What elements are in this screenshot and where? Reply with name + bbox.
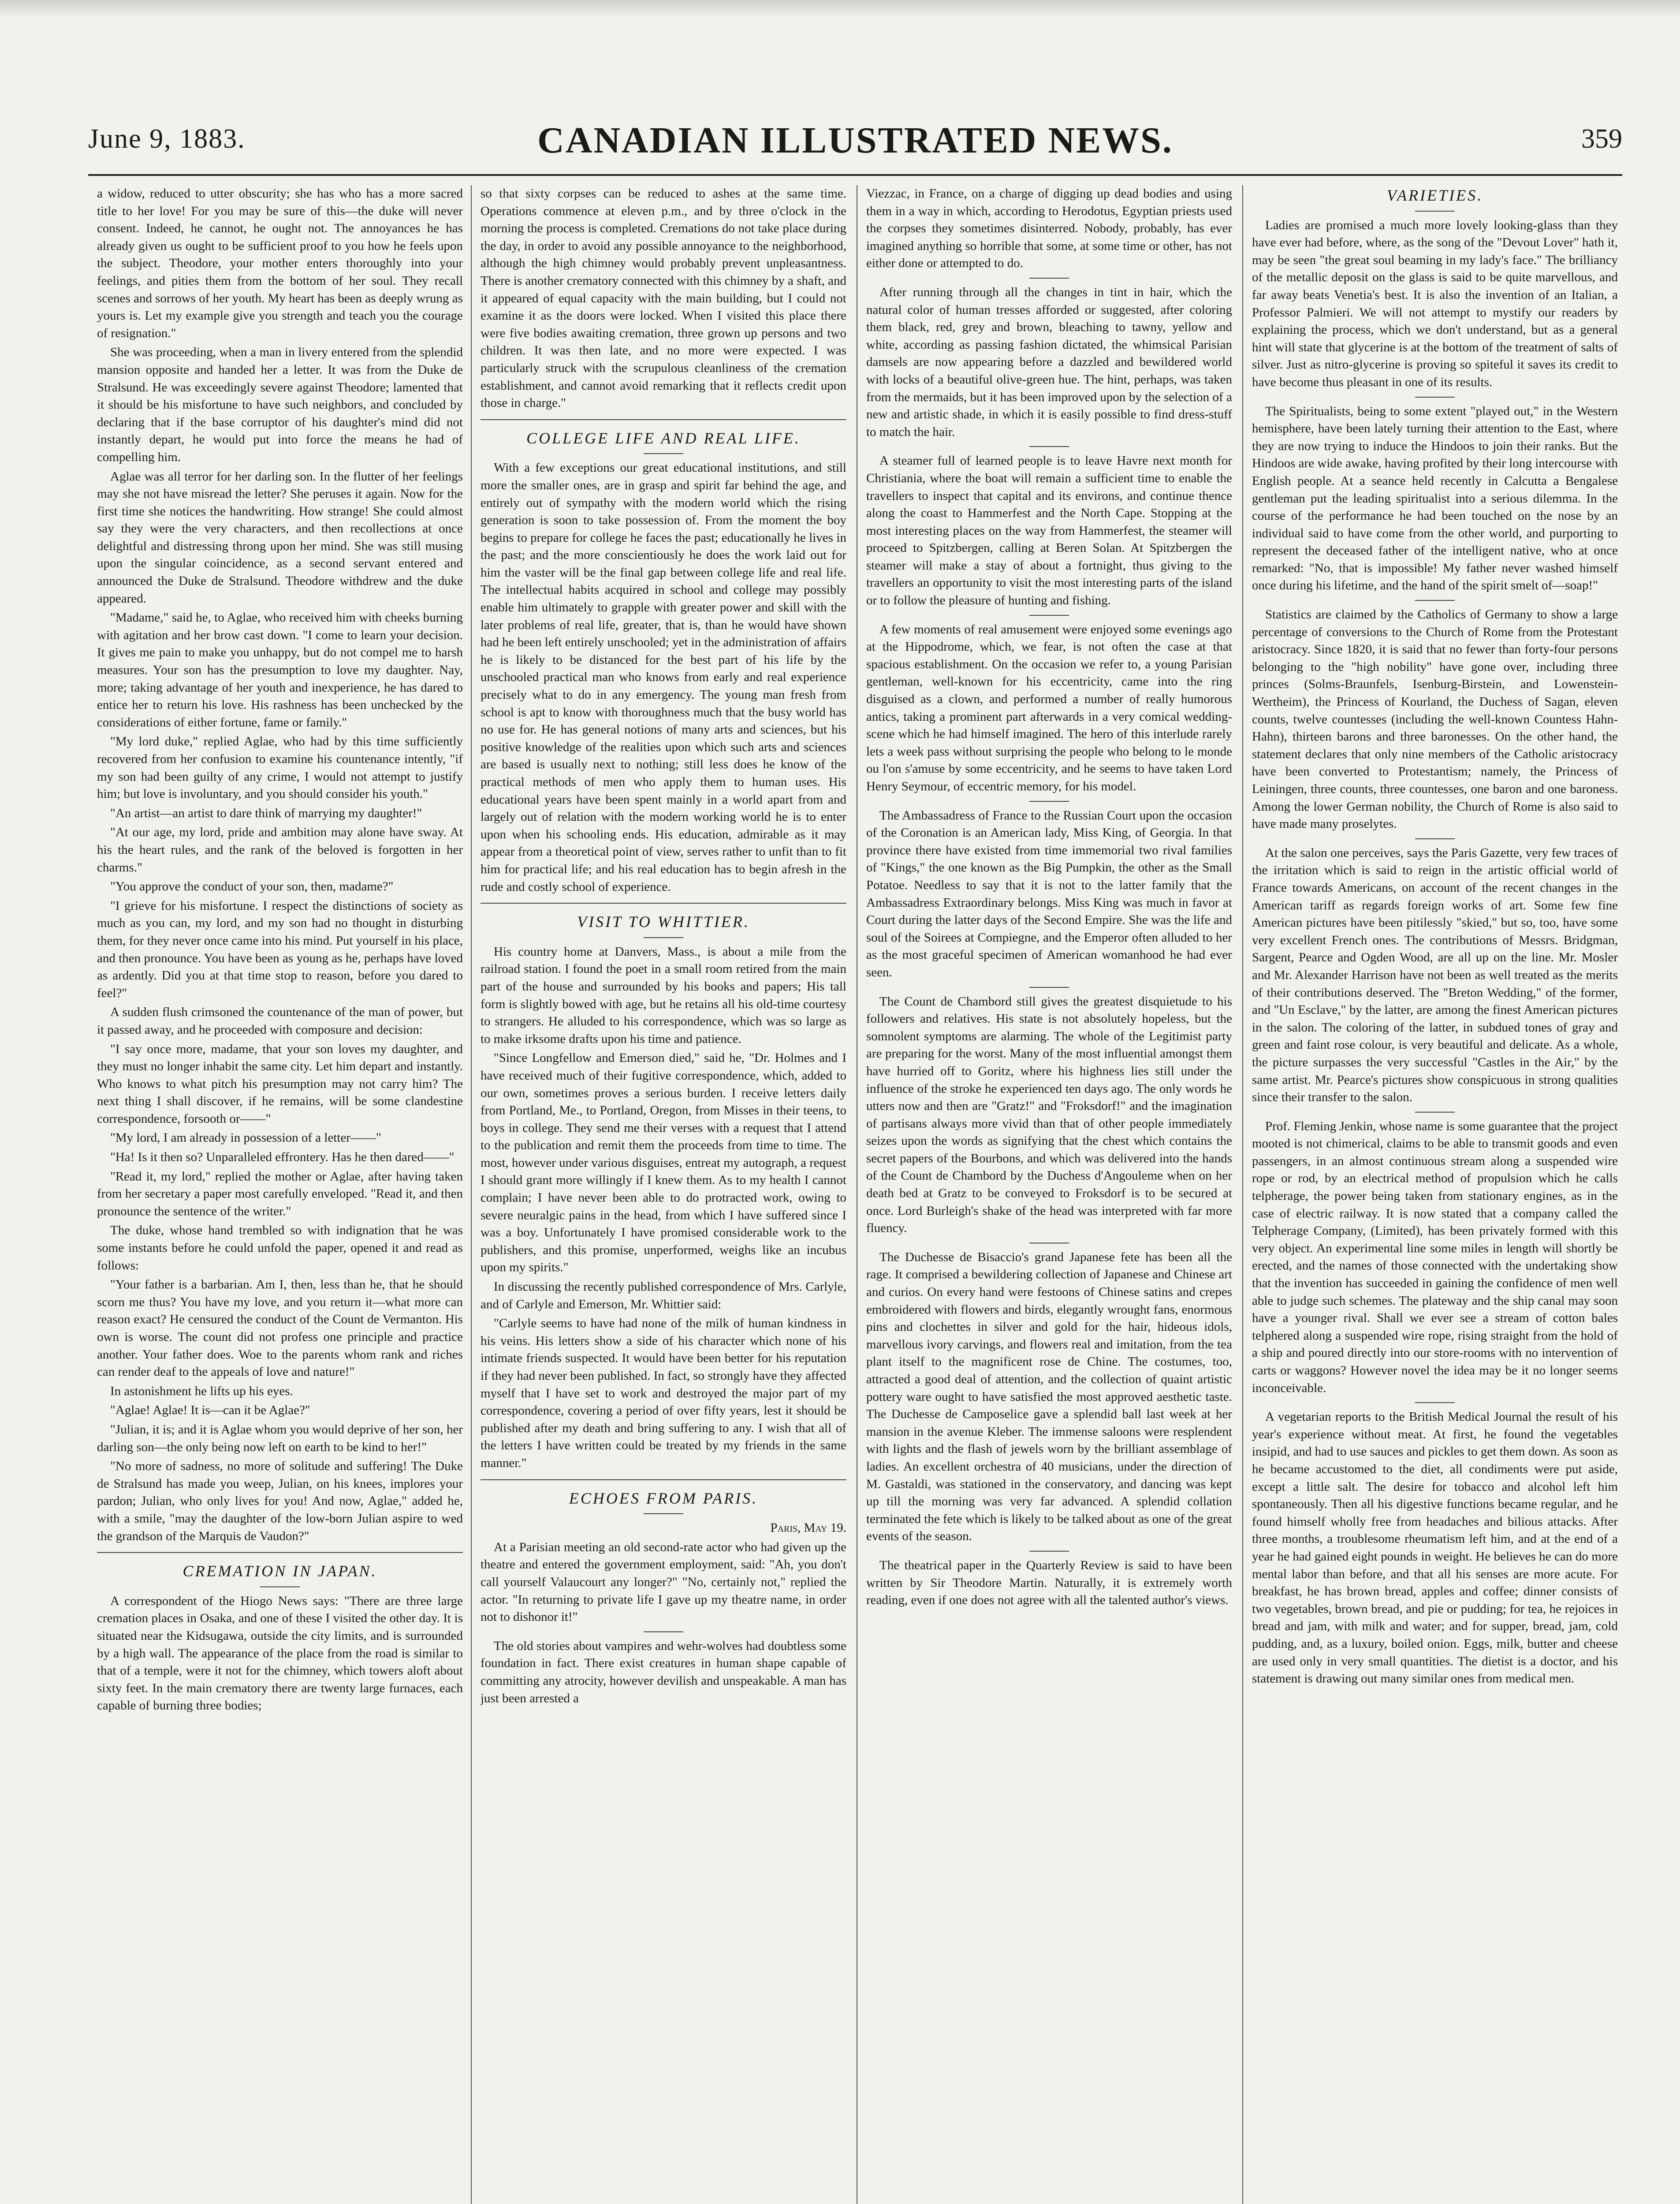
paragraph: "Since Longfellow and Emerson died," said he, "Dr. Holmes and I have received much of their fugitive correspondence, which, added to our own, sometimes proves a serious burden. I receive letters daily from Portland, Me., to Portland, Oregon, from Misses in their teens, to boys in college. They send me their verses with a request that I attend to the publication and remit them the proceeds from time to time. The most, however under various disguises, entreat my autograph, a request I should grant more willingly if I knew them. As to my health I cannot complain; I have never been able to do protracted work, owing to severe neuralgic pains in the head, from which I have suffered since I was a boy. Unfortunately I have promised considerable work to the publishers, and this promise, unperformed, weighs like an incubus upon my spirits.": [481, 1051, 846, 1275]
paragraph: A few moments of real amusement were enjoyed some evenings ago at the Hippodrome, which, we fear, is not often the case at that spacious establishment. On the occasion we refer to, a young Parisian gentleman, well-known for his eccentricity, came into the ring disguised as a clown, and performed a number of really humorous antics, taking a prominent part afterwards in a very comical wedding-scene which he had himself imagined. The hero of this interlude rarely lets a week pass without surprising the people who belong to le monde ou l'on s'amuse by some eccentricity, and he seems to have taken Lord Henry Seymour, of eccentric memory, for his model.: [866, 622, 1232, 793]
paragraph: The Ambassadress of France to the Russian Court upon the occasion of the Coronation is an American lady, Miss King, of Georgia. In that province there have existed from time immemorial two rival families of "Kings," the one known as the Big Pumpkin, the other as the Small Potatoe. Needless to say that it is not to the latter family that the Ambassadress Extraordinary belongs. Miss King was much in favor at Court during the latter days of the Second Empire. She was the life and soul of the Soirees at Compiegne, and the Emperor often alluded to her as the most graceful specimen of American womanhood he had ever seen.: [866, 808, 1232, 979]
column-2: [481, 185, 846, 2204]
short-rule: [1029, 1551, 1069, 1552]
paragraph: "Aglae! Aglae! It is—can it be Aglae?": [110, 1403, 310, 1418]
column-1: [97, 185, 463, 2204]
column-divider: [471, 185, 472, 2204]
short-rule: [644, 1631, 683, 1632]
paragraph: After running through all the changes in tint in hair, which the natural color of human tresses afforded or suggested, after coloring them black, red, grey and brown, bleaching to tawny, yellow and white, according as passing fashion dictated, the whimsical Parisian damsels are now appearing before a dazzled and bewildered world with locks of a beautiful olive-green hue. The hint, perhaps, was taken from the mermaids, but it has been improved upon by the selection of a new and artistic shade, in which it is easily possible to find dress-stuff to match the hair.: [866, 285, 1232, 439]
paragraph: "Ha! Is it then so? Unparalleled effrontery. Has he then dared——": [110, 1150, 454, 1165]
scan-edge: [0, 0, 1680, 18]
column-3: [866, 185, 1232, 2204]
paragraph: "My lord duke," replied Aglae, who had by this time sufficiently recovered from her confusion to examine his countenance intently, "if my son had been guilty of any crime, I would not attempt to justify him; but love is involuntary, and you should consider his youth.": [97, 734, 463, 801]
short-rule: [260, 1586, 300, 1587]
article-heading: CREMATION IN JAPAN.: [183, 1562, 377, 1580]
page-number: 359: [1581, 124, 1622, 154]
paragraph: A steamer full of learned people is to leave Havre next month for Christiania, where the boat will remain a sufficient time to enable the travellers to inspect that capital and its environs, and continue thence along the coast to Hammerfest and the North Cape. Stopping at the most interesting places on the way from Hammerfest, the steamer will proceed to Spitzbergen, calling at Beren Solan. At Spitzbergen the steamer will make a stay of about a fortnight, thus giving to the travellers an opportunity to visit the most interesting parts of the island or to follow the pleasure of hunting and fishing.: [866, 454, 1232, 608]
short-rule: [644, 937, 683, 938]
paragraph: "I grieve for his misfortune. I respect the distinctions of society as much as you can, my lord, and my son had no thought in disturbing them, for they never once came into his mind. Put yourself in his place, and then pronounce. You have been as young as he, perhaps have loved as ardently. Did you at that time stop to reason, before you dared to feel?": [97, 898, 463, 1000]
paragraph: "No more of sadness, no more of solitude and suffering! The Duke de Stralsund has made you weep, Julian, on his knees, implores your pardon; Julian, who only lives for you! And now, Aglae," added he, with a smile, "may the daughter of the low-born Julian aspire to wed the grandson of the Marquis de Vaudon?": [97, 1459, 463, 1543]
paragraph: "Your father is a barbarian. Am I, then, less than he, that he should scorn me thus? You have my love, and you return it—what more can reason exact? He censured the conduct of the Count de Vermanton. His own is worse. The count did not profess one principle and practice another. Your father does. Woe to the parents whom rank and riches can render deaf to the appeals of love and nature!": [97, 1277, 463, 1379]
paragraph: The theatrical paper in the Quarterly Review is said to have been written by Sir Theodore Martin. Naturally, it is extremely worth reading, even if one does not agree with all the talented author's views.: [866, 1558, 1232, 1608]
paragraph: "Carlyle seems to have had none of the milk of human kindness in his veins. His letters show a side of his character which none of his intimate friends suspected. It would have been better for his reputation if they had never been published. In fact, so strongly have they affected myself that I have set to work and destroyed the major part of my correspondence, covering a period of over fifty years, lest it should be published after my death and bring suffering to any. I wish that all of the letters I have written could be treated by my friends in the same manner.": [481, 1316, 846, 1470]
paragraph: "You approve the conduct of your son, then, madame?": [110, 879, 394, 894]
paragraph: His country home at Danvers, Mass., is about a mile from the railroad station. I found the poet in a small room retired from the main part of the house and surrounded by his books and papers; His tall form is slightly bowed with age, but he retains all his old-time courtesy to strangers. He alluded to his correspondence, which was so large as to make irksome drafts upon his time and patience.: [481, 944, 846, 1046]
short-rule: [644, 453, 683, 454]
paragraph: so that sixty corpses can be reduced to ashes at the same time. Operations commence at eleven p.m., and by three o'clock in the morning the process is completed. Cremations do not take place during the day, in order to avoid any possible annoyance to the neighborhood, although the high chimney would probably prevent unpleasantness. There is another crematory connected with this chimney by a shaft, and it appeared of equal capacity with the main building, but I could not examine it as the doors were locked. When I visited this place there were five bodies awaiting cremation, three grown up persons and two children. It was then late, and no more were expected. I was particularly struck with the scrupulous cleanliness of the cremation establishment, and cannot avoid remarking that it reflects credit upon those in charge.": [481, 186, 846, 410]
paragraph: The Count de Chambord still gives the greatest disquietude to his followers and relatives. His state is not absolutely hopeless, but the somnolent symptoms are alarming. The whole of the Legitimist party are preparing for the worst. Many of the most influential amongst them have hurried off to Goritz, where his highness lies still under the influence of the stroke he experienced ten days ago. The only words he utters now and then are "Gratz!" and "Froksdorf!" and the imagination of partisans always more vivid than that of other people immediately seizes upon the words as signifying that the chest which contains the secret papers of the Bourbons, and which was delivered into the hands of the Count de Chambord by the Duchess d'Angouleme when on her death bed at Gratz to be conveyed to Froksdorf is to be secured at once. Lord Burleigh's shake of the head was interpreted with far more fluency.: [866, 994, 1232, 1236]
paragraph: In discussing the recently published correspondence of Mrs. Carlyle, and of Carlyle and Emerson, Mr. Whittier said:: [481, 1280, 846, 1311]
paragraph: "At our age, my lord, pride and ambition may alone have sway. At his the heart rules, and the rank of the beloved is forgotten in her charms.": [97, 825, 463, 875]
paragraph: "My lord, I am already in possession of a letter——": [110, 1131, 381, 1145]
paragraph: "Madame," said he, to Aglae, who received him with cheeks burning with agitation and her brow cast down. "I come to learn your decision. It gives me pain to make you unhappy, but do not compel me to harsh measures. Your son has the presumption to love my daughter. Nay, more; taking advantage of her youth and inexperience, he has dared to entice her to return his love. His rashness has been unchecked by the considerations of either fortune, fame or family.": [97, 611, 463, 730]
short-rule: [1029, 278, 1069, 279]
column-divider: [1242, 185, 1243, 2204]
paragraph: The duke, whose hand trembled so with indignation that he was some instants before he could unfold the paper, opened it and read as follows:: [97, 1223, 463, 1273]
paragraph: At a Parisian meeting an old second-rate actor who had given up the theatre and entered the government employment, said: "Ah, you don't call yourself Valaucourt any longer?" "No, certainly not," replied the actor. "In returning to private life I gave up my theatre name, in order not to dishonor it!": [481, 1540, 846, 1624]
short-rule: [1029, 615, 1069, 616]
paragraph: The Spiritualists, being to some extent "played out," in the Western hemisphere, have been lately turning their attention to the East, where they are now trying to induce the Hindoos to join their ranks. But the Hindoos are wide awake, having profited by their long intercourse with English people. At a seance held recently in Calcutta a Bengalese gentleman put the leading spiritualist into a serious dilemma. In the course of the performance he had been touched on the nose by an individual said to have come from the other world, and purporting to represent the deceased father of the intelligent native, who at once remarked: "No, that is impossible! My father never washed himself once during his lifetime, and the hand of the spirit smelt of—soap!": [1252, 404, 1618, 593]
header-rule: [88, 174, 1622, 176]
paragraph: The Duchesse de Bisaccio's grand Japanese fete has been all the rage. It comprised a bewildering collection of Japanese and Chinese art and curios. On every hand were festoons of Chinese satins and crepes embroidered with flowers and birds, elegantly wrought fans, enormous pins and clochettes in silver and gold for the hair, hideous idols, marvellous ivory carvings, and flowers real and imitation, from the tea plant itself to the magnificent rose de Chine. The costumes, too, attracted a good deal of attention, and the collection of quaint artistic pottery ware ought to have satisfied the most approved aesthetic taste. The Duchesse de Camposelice gave a splendid ball last week at her mansion in the avenue Kleber. The immense saloons were resplendent with lights and the flash of jewels worn by the brilliant assemblage of ladies. An excellent orchestra of 40 musicians, under the direction of M. Gastaldi, was stationed in the conservatory, and dancing was kept up till the morning was very far advanced. A splendid collation terminated the fete which is likely to be talked about as one of the great events of the season.: [866, 1250, 1232, 1544]
article-heading: COLLEGE LIFE AND REAL LIFE.: [526, 429, 801, 447]
page-header: [88, 119, 1622, 168]
short-rule: [1029, 801, 1069, 802]
paragraph: "I say once more, madame, that your son loves my daughter, and they must no longer inhabit the same city. Let him depart and instantly. Who knows to what pitch his presumption may not carry him? The next thing I shall discover, if he remains, will be some clandestine correspondence, forsooth or——": [97, 1042, 463, 1126]
paragraph: Viezzac, in France, on a charge of digging up dead bodies and using them in a way in which, according to Herodotus, Egyptian priests used the corpses they sometimes disinterred. Nobody, probably, has ever imagined anything so horrible that some, at some time or other, has not either done or attempted to do.: [866, 186, 1232, 271]
short-rule: [1415, 211, 1455, 212]
paragraph: In astonishment he lifts up his eyes.: [110, 1384, 293, 1398]
masthead-title: CANADIAN ILLUSTRATED NEWS.: [537, 120, 1173, 161]
article-heading: VISIT TO WHITTIER.: [577, 913, 750, 931]
paragraph: Ladies are promised a much more lovely looking-glass than they have ever had before, where, as the song of the "Devout Lover" hath it, may be seen "the great soul beaming in my lady's face." The brilliancy of the metallic deposit on the glass is said to be quite marvellous, and far away beats Venetia's best. It is also the invention of an Italian, a Professor Palmieri. We will not attempt to mystify our readers by explaining the process, which we don't understand, but as a general hint will state that glycerine is at the bottom of the treatment of salts of silver. Just as nitro-glycerine is proving so spiteful it saves its credit to have become thus pleasant in one of its results.: [1252, 218, 1618, 389]
section-rule: [97, 1552, 463, 1553]
short-rule: [1415, 600, 1455, 601]
paragraph: She was proceeding, when a man in livery entered from the splendid mansion opposite and handed her a letter. It was from the Duke de Stralsund. He was exceedingly severe against Theodore; lamented that it should be his misfortune to have such neighbors, and concluded by declaring that if the base corruptor of his daughter's mind did not instantly depart, he would put into force the means he had of compelling him.: [97, 345, 463, 464]
paragraph: Prof. Fleming Jenkin, whose name is some guarantee that the project mooted is not chimerical, claims to be able to transmit goods and even passengers, in an almost continuous stream along a suspended wire rope or rod, by an electrical method of propulsion which he calls telpherage, the power being taken from stationary engines, as in the case of electric railway. It is now stated that a company called the Telpherage Company, (Limited), has been privately formed with this very object. An experimental line some miles in length will shortly be erected, and the names of those connected with the undertaking show that the invention has succeeded in gaining the confidence of men well able to judge such schemes. The plateway and the ship canal may soon have a younger rival. Shall we ever see a stream of cotton bales telphered along a suspended wire rope, rising straight from the hold of a ship and poured directly into our store-rooms with no intervention of carts or waggons? However novel the idea may be it no longer seems inconceivable.: [1252, 1119, 1618, 1395]
article-heading: ECHOES FROM PARIS.: [569, 1489, 758, 1507]
paragraph: With a few exceptions our great educational institutions, and still more the smaller ones, are in grasp and spirit far behind the age, and entirely out of sympathy with the modern world which the rising generation is soon to take possession of. From the moment the boy begins to prepare for college he faces the past; educationally he lives in the past; and the more conscientiously he does the work laid out for him the vaster will be the final gap between college life and real life. The intellectual habits acquired in school and college may possibly enable him ultimately to grapple with greater power and skill with the later problems of real life, greater, that is, than he would have shown had he been left entirely unschooled; yet in the administration of affairs he is likely to be distanced for the best part of his life by the unschooled practical man who knows from early and real experience precisely what to do in any emergency. The young man fresh from school is apt to know with thoroughness much that the busy world has no use for. He has general notions of many arts and sciences, but his positive knowledge of the realities upon which such arts and sciences are based is usually next to nothing; still less does he know of the practical methods of men who apply them to human uses. His educational years have been spent mainly in a world apart from and largely out of relation with the modern working world he is to enter upon when his schooling ends. His education, admirable as it may appear from a theoretical point of view, serves rather to unfit than to fit him for practical life; and his real education has to begin afresh in the rude and costly school of experience.: [481, 461, 846, 894]
dateline: Paris, May 19.: [770, 1521, 846, 1535]
paragraph: A sudden flush crimsoned the countenance of the man of power, but it passed away, and he proceeded with composure and decision:: [97, 1005, 463, 1037]
paragraph: At the salon one perceives, says the Paris Gazette, very few traces of the irritation which is said to reign in the artistic official world of France towards Americans, on account of the recent changes in the American tariff as regards foreign works of art. Some few fine American pictures have been pitilessly "skied," but so, too, have some very excellent French ones. The contributions of Messrs. Bridgman, Sargent, Pearce and Ogden Wood, are all up on the line. Mr. Mosler and Mr. Alexander Harrison have not been as well treated as the merits of their contributions deserved. The "Breton Wedding," of the former, and "Un Esclave," by the latter, are among the finest American pictures in the salon. The coloring of the latter, in subdued tones of gray and green and faint rose colour, is very beautiful and delicate. As a whole, the picture surpasses the very successful "Castles in the Air," by the same artist. Mr. Pearce's pictures show conspicuous in strong qualities since their transfer to the salon.: [1252, 845, 1618, 1105]
section-rule: [481, 903, 846, 904]
section-rule: [481, 1479, 846, 1480]
paragraph: "Read it, my lord," replied the mother or Aglae, after having taken from her secretary a paper most carefully enveloped. "Read it, and then pronounce the sentence of the writer.": [97, 1169, 463, 1218]
paragraph: The old stories about vampires and wehr-wolves had doubtless some foundation in fact. There exist creatures in human shape capable of committing any atrocity, however devilish and unspeakable. A man has just been arrested a: [481, 1638, 846, 1705]
column-4: [1252, 185, 1618, 2204]
paragraph: "An artist—an artist to dare think of marrying my daughter!": [110, 806, 422, 820]
short-rule: [1415, 397, 1455, 398]
short-rule: [1415, 838, 1455, 839]
paragraph: Aglae was all terror for her darling son. In the flutter of her feelings may she not have misread the letter? She peruses it again. Now for the first time she notices the handwriting. How strange! She could almost say they were the very characters, and then recollections at once delightful and distressing throng upon her mind. She was still musing upon the singular coincidence, as a second servant entered and announced the Duke de Stralsund. Theodore withdrew and the duke appeared.: [97, 469, 463, 606]
short-rule: [1415, 1402, 1455, 1403]
short-rule: [1029, 987, 1069, 988]
short-rule: [1415, 1112, 1455, 1113]
short-rule: [644, 1513, 683, 1514]
article-heading: VARIETIES.: [1386, 186, 1483, 204]
paragraph: a widow, reduced to utter obscurity; she has who has a more sacred title to her love! For you may be sure of this—the duke will never consent. Indeed, he cannot, he ought not. The annoyances he has already given us ought to be sufficient proof to you how he feels upon the subject. Theodore, your mother enters thoroughly into your feelings, and pities them from the bottom of her soul. They recall scenes and sorrows of her youth. My heart has been as deeply wrung as yours is. Let my example give you strength and teach you the courage of resignation.": [97, 186, 463, 340]
paragraph: A vegetarian reports to the British Medical Journal the result of his year's experience without meat. At first, he found the vegetables insipid, and had to use sauces and pickles to get them down. As soon as he became accustomed to the diet, all condiments were put aside, except a little salt. The desire for tobacco and alcohol left him spontaneously. Then all his digestive functions became regular, and he found himself wholly free from headaches and bilious attacks. After three months, a troublesome rheumatism left him, and at the end of a year he had gained eight pounds in weight. He believes he can do more mental labor than before, and that all his senses are more acute. For breakfast, he has brown bread, apples and coffee; dinner consists of two vegetables, brown bread, and pie or pudding; for tea, he rejoices in bread and jam, with milk and water; and for supper, bread, jam, cold pudding, and, as a luxury, boiled onion. Eggs, milk, butter and cheese are used only in very small quantities. The dietist is a doctor, and his statement is drawing out many similar ones from medical men.: [1252, 1410, 1618, 1686]
paragraph: "Julian, it is; and it is Aglae whom you would deprive of her son, her darling son—the only being now left on earth to be kind to her!": [97, 1422, 463, 1454]
paragraph: Statistics are claimed by the Catholics of Germany to show a large percentage of conversions to the Church of Rome from the Protestant aristocracy. Since 1820, it is said that no fewer than forty-four persons belonging to the "high nobility" have gone over, including three princes (Solms-Braunfels, Isenburg-Birstein, and Lowenstein-Wertheim), the Princess of Kourland, the Duchess of Sagan, eleven counts, twelve countesses (including the well-known Countess Hahn-Hahn), thirteen barons and three baronesses. On the other hand, the statement declares that only nine members of the Catholic aristocracy have been converted to Protestantism; namely, the Princess of Leiningen, three counts, three countesses, one baron and one baroness. Among the lower German nobility, the Church of Rome is also said to have made many proselytes.: [1252, 607, 1618, 831]
short-rule: [1029, 446, 1069, 447]
issue-date: June 9, 1883.: [88, 124, 246, 154]
paragraph: A correspondent of the Hiogo News says: "There are three large cremation places in Osaka, and one of these I visited the other day. It is situated near the Kidsugawa, outside the city limits, and is surrounded by a high wall. The appearance of the place from the road is similar to that of a temple, were it not for the chimney, which towers aloft about sixty feet. In the main crematory there are twenty large furnaces, each capable of burning three bodies;: [97, 1593, 463, 1713]
section-rule: [481, 419, 846, 420]
